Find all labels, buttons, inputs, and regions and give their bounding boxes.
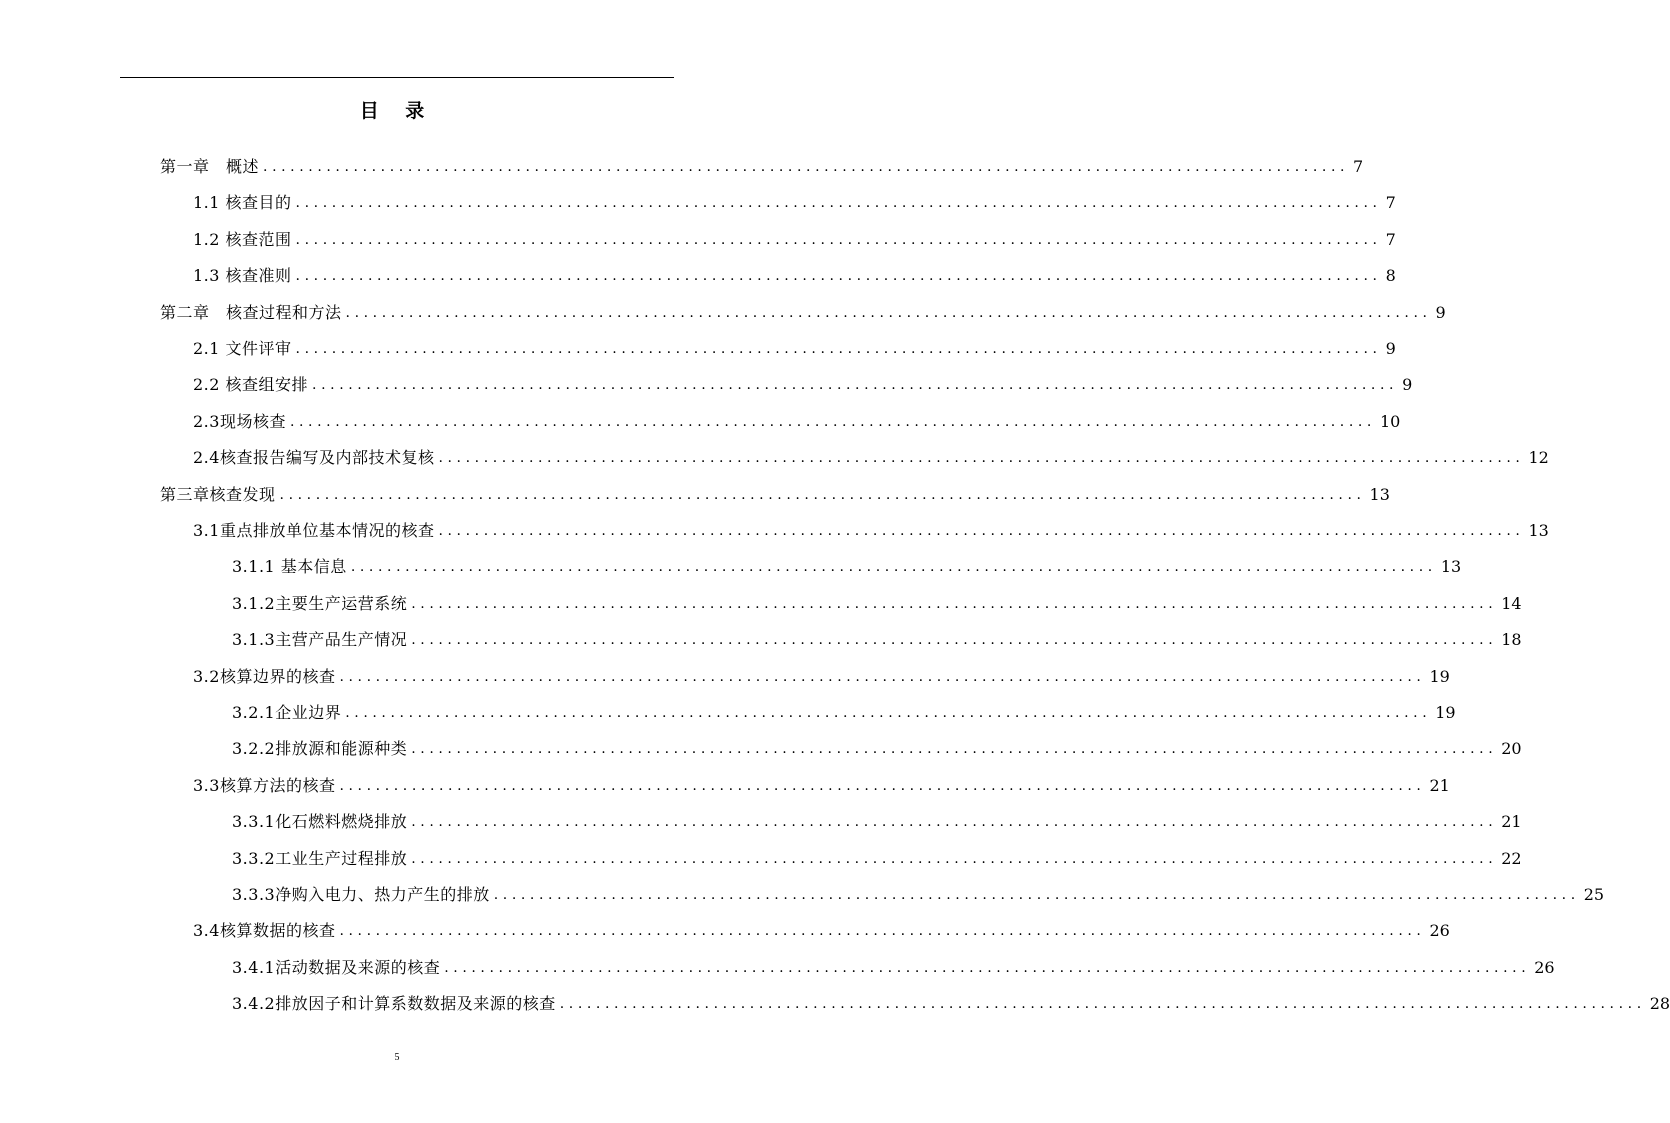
- page-number: 5: [394, 1052, 400, 1063]
- toc-entry-label: 2.4核查报告编写及内部技术复核: [193, 448, 435, 467]
- toc-leader-dots: ........................................................................................................................: [312, 377, 1399, 393]
- toc-entry-label: 3.2.2排放源和能源种类: [232, 739, 408, 758]
- toc-entry-page: 26: [1429, 921, 1450, 940]
- toc-entry[interactable]: [193, 225, 1396, 255]
- toc-leader-dots: ........................................................................................................................: [339, 669, 1426, 685]
- toc-entry-page: 19: [1435, 703, 1456, 722]
- toc-entry[interactable]: [193, 662, 1450, 692]
- toc-entry[interactable]: [193, 771, 1450, 801]
- toc-leader-dots: ........................................................................................................................: [339, 778, 1426, 794]
- toc-entry-label: 3.1.2主要生产运营系统: [232, 594, 408, 613]
- toc-entry-label: 3.1.3主营产品生产情况: [232, 630, 408, 649]
- toc-entry-label: 1.2 核查范围: [193, 230, 292, 249]
- toc-entry-page: 18: [1501, 630, 1522, 649]
- toc-entry-page: 10: [1379, 412, 1401, 431]
- toc-entry-label: 2.3现场核查: [193, 412, 286, 431]
- toc-entry-page: 7: [1385, 230, 1396, 249]
- toc-entry-page: 26: [1534, 958, 1555, 977]
- toc-entry[interactable]: [193, 407, 1401, 437]
- toc-leader-dots: ........................................................................................................................: [345, 705, 1432, 721]
- toc-entry-page: 12: [1528, 448, 1549, 467]
- toc-entry[interactable]: [232, 989, 1670, 1019]
- toc-leader-dots: ........................................................................................................................: [411, 596, 1498, 612]
- toc-entry-label: 3.3核算方法的核查: [193, 776, 336, 795]
- toc-leader-dots: ........................................................................................................................: [411, 814, 1498, 830]
- toc-entry-label: 2.1 文件评审: [193, 339, 292, 358]
- toc-leader-dots: ........................................................................................................................: [295, 341, 1382, 357]
- toc-entry-label: 2.2 核查组安排: [193, 375, 309, 394]
- toc-entry[interactable]: [193, 443, 1549, 473]
- toc-entry[interactable]: [160, 152, 1364, 182]
- toc-entry-page: 28: [1649, 994, 1670, 1013]
- toc-leader-dots: ........................................................................................................................: [279, 487, 1366, 503]
- toc-entry-label: 3.4核算数据的核查: [193, 921, 336, 940]
- toc-entry[interactable]: [193, 261, 1396, 291]
- toc-entry-page: 7: [1385, 193, 1396, 212]
- toc-entry-page: 9: [1402, 375, 1413, 394]
- toc-leader-dots: ........................................................................................................................: [295, 195, 1382, 211]
- toc-entry-label: 第三章核查发现: [160, 485, 276, 504]
- toc-entry-page: 8: [1385, 266, 1396, 285]
- toc-entry[interactable]: [232, 880, 1605, 910]
- toc-leader-dots: ........................................................................................................................: [493, 887, 1580, 903]
- toc-entry-label: 3.2.1企业边界: [232, 703, 342, 722]
- toc-entry-page: 13: [1369, 485, 1390, 504]
- toc-entry-page: 14: [1501, 594, 1522, 613]
- toc-entry-page: 21: [1429, 776, 1450, 795]
- toc-entry[interactable]: [193, 516, 1549, 546]
- toc-entry-label: 1.3 核查准则: [193, 266, 292, 285]
- toc-leader-dots: ........................................................................................................................: [411, 741, 1498, 757]
- toc-entry[interactable]: [232, 552, 1462, 582]
- toc-leader-dots: ........................................................................................................................: [345, 305, 1432, 321]
- toc-leader-dots: ........................................................................................................................: [295, 232, 1382, 248]
- toc-entry-label: 3.2核算边界的核查: [193, 667, 336, 686]
- toc-entry[interactable]: [160, 298, 1446, 328]
- toc-entry[interactable]: [193, 334, 1396, 364]
- toc-leader-dots: ........................................................................................................................: [438, 450, 1525, 466]
- toc-entry[interactable]: [232, 589, 1522, 619]
- header-rule: [120, 77, 674, 78]
- toc-entry[interactable]: [232, 698, 1456, 728]
- toc-entry-label: 3.3.2工业生产过程排放: [232, 849, 408, 868]
- toc-entry[interactable]: [232, 807, 1522, 837]
- toc-entry[interactable]: [193, 188, 1396, 218]
- toc-entry-label: 3.1.1 基本信息: [232, 557, 347, 576]
- toc-title: 目 录: [359, 100, 435, 122]
- toc-entry-page: 25: [1583, 885, 1605, 904]
- toc-entry-page: 19: [1429, 667, 1450, 686]
- toc-entry-label: 1.1 核查目的: [193, 193, 292, 212]
- toc-leader-dots: ........................................................................................................................: [350, 559, 1437, 575]
- toc-entry-label: 3.3.1化石燃料燃烧排放: [232, 812, 408, 831]
- toc-leader-dots: ........................................................................................................................: [438, 523, 1525, 539]
- toc-entry[interactable]: [160, 480, 1390, 510]
- toc-entry-page: 7: [1353, 157, 1364, 176]
- toc-entry-page: 9: [1435, 303, 1446, 322]
- toc-entry[interactable]: [232, 844, 1522, 874]
- toc-leader-dots: ........................................................................................................................: [295, 268, 1382, 284]
- toc-leader-dots: ........................................................................................................................: [339, 923, 1426, 939]
- toc-entry[interactable]: [193, 370, 1413, 400]
- toc-entry-label: 第一章 概述: [160, 157, 260, 176]
- toc-entry-page: 13: [1528, 521, 1549, 540]
- toc-leader-dots: ........................................................................................................................: [411, 632, 1498, 648]
- toc-leader-dots: ........................................................................................................................: [411, 851, 1498, 867]
- toc-leader-dots: ........................................................................................................................: [263, 159, 1350, 175]
- toc-leader-dots: ........................................................................................................................: [444, 960, 1531, 976]
- toc-leader-dots: ........................................................................................................................: [289, 414, 1376, 430]
- toc-entry-label: 3.4.1活动数据及来源的核查: [232, 958, 441, 977]
- toc-entry-page: 13: [1440, 557, 1462, 576]
- toc-entry-label: 3.4.2排放因子和计算系数数据及来源的核查: [232, 994, 556, 1013]
- toc-entry[interactable]: [193, 916, 1450, 946]
- toc-entry-label: 3.3.3净购入电力、热力产生的排放: [232, 885, 490, 904]
- toc-entry-page: 21: [1501, 812, 1522, 831]
- toc-entry-label: 3.1重点排放单位基本情况的核查: [193, 521, 435, 540]
- toc-entry-page: 22: [1501, 849, 1522, 868]
- toc-entry[interactable]: [232, 953, 1555, 983]
- toc-entry-label: 第二章 核查过程和方法: [160, 303, 342, 322]
- toc-entry[interactable]: [232, 625, 1522, 655]
- toc-entry[interactable]: [232, 734, 1522, 764]
- toc-entry-page: 9: [1385, 339, 1396, 358]
- toc-leader-dots: ........................................................................................................................: [559, 996, 1646, 1012]
- toc-entry-page: 20: [1501, 739, 1522, 758]
